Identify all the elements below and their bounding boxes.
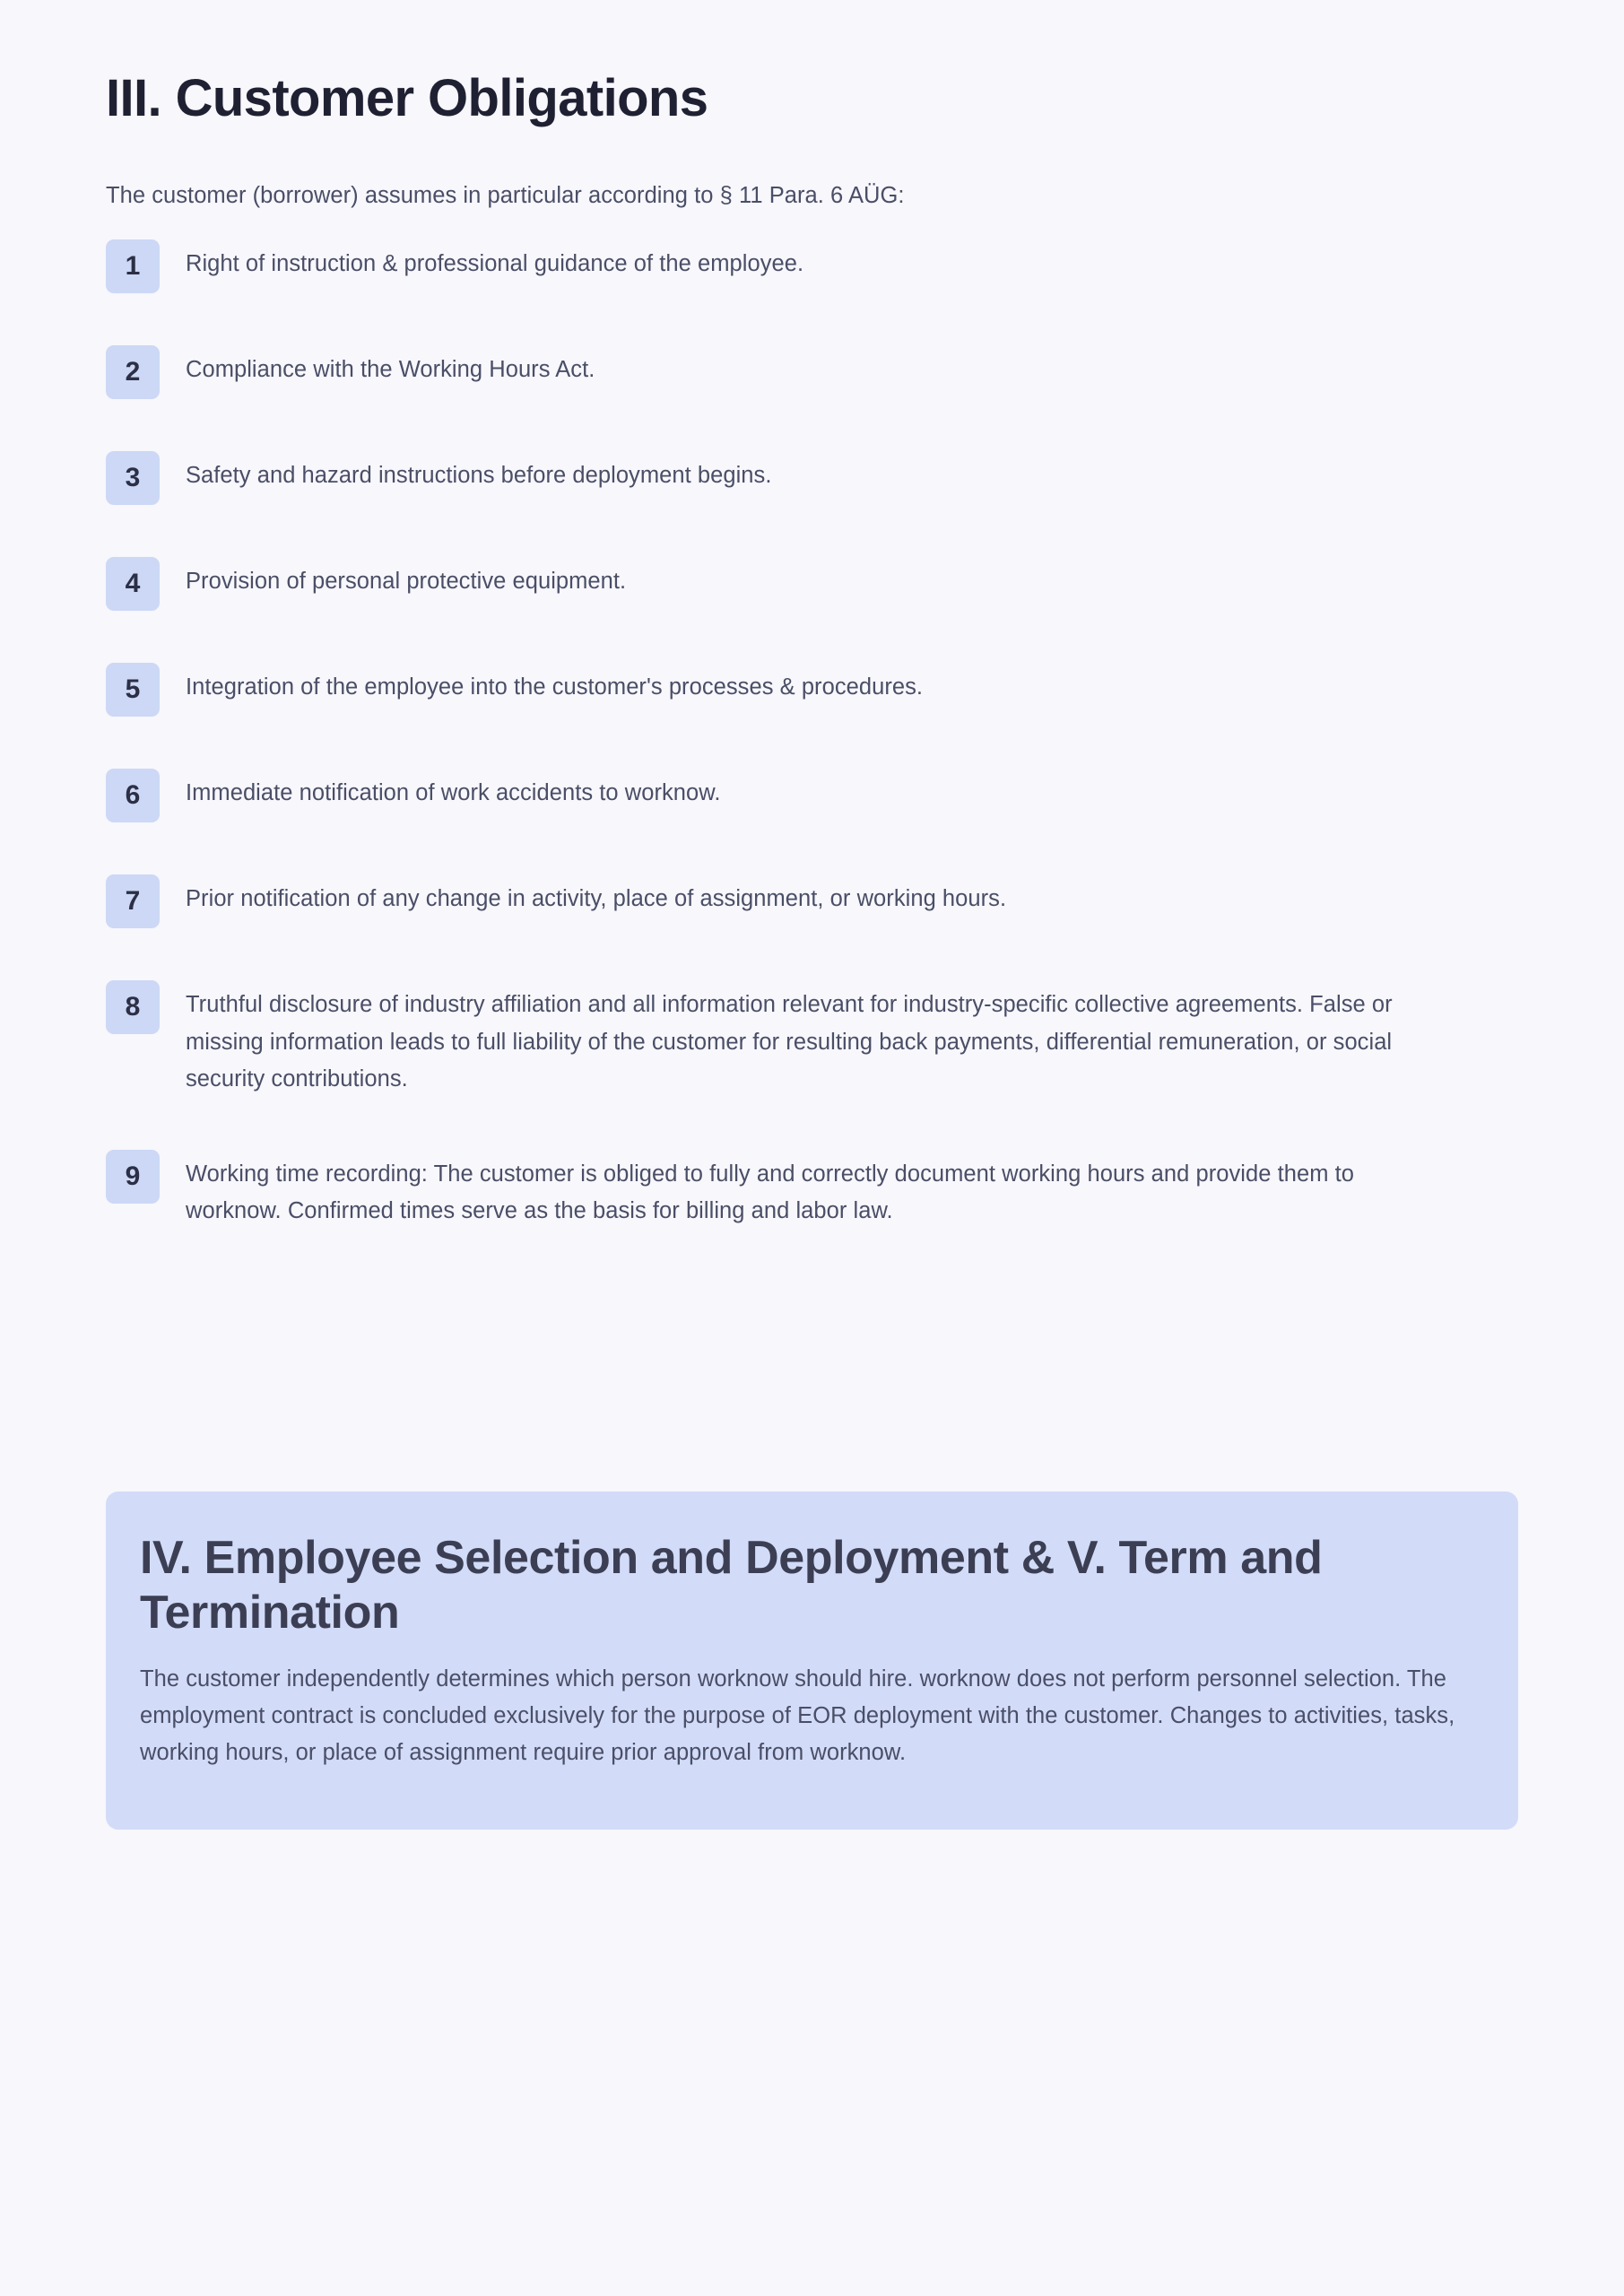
list-item-text: Provision of personal protective equipment. [186, 569, 627, 595]
callout-body-text: The customer independently determines which person worknow should hire. worknow does not perform personnel selection. The employment contract is concluded exclusively for the purpose of EOR deployment with the customer. Changes to activities, tasks, working hours, or place of assignment require prior approval from worknow. [140, 1665, 1455, 1766]
item-number-badge: 8 [106, 980, 160, 1034]
list-item [106, 243, 1518, 293]
item-number-badge: 4 [106, 557, 160, 611]
list-item [106, 349, 1518, 399]
list-item-text: Working time recording: The customer is obliged to fully and correctly document working hours and provide them to worknow. Confirmed times serve as the basis for billing and labor law. [186, 1161, 1354, 1224]
item-number-badge: 2 [106, 345, 160, 399]
item-number-badge: 1 [106, 239, 160, 293]
item-number-badge: 9 [106, 1150, 160, 1204]
page-title: III. Customer Obligations [106, 69, 708, 127]
callout-box [106, 1492, 1518, 1830]
list-item-text: Compliance with the Working Hours Act. [186, 357, 595, 383]
list-item-text: Integration of the employee into the customer's processes & procedures. [186, 674, 924, 700]
list-item [106, 878, 1518, 928]
list-item [106, 1153, 1518, 1231]
item-number-badge: 7 [106, 874, 160, 928]
list-item [106, 561, 1518, 611]
list-item [106, 772, 1518, 822]
list-item [106, 455, 1518, 505]
list-item-text: Prior notification of any change in activity, place of assignment, or working hours. [186, 886, 1007, 912]
list-item-text: Right of instruction & professional guidance of the employee. [186, 251, 804, 277]
list-item-text: Truthful disclosure of industry affiliation and all information relevant for industry-specific collective agreements. False or missing information leads to full liability of the customer for resulting back payments, differential remuneration, or social security contributions. [186, 992, 1393, 1091]
item-number-badge: 3 [106, 451, 160, 505]
list-item [106, 666, 1518, 717]
list-item-text: Safety and hazard instructions before deployment begins. [186, 463, 772, 489]
list-item [106, 984, 1518, 1098]
item-number-badge: 5 [106, 663, 160, 717]
callout-title: IV. Employee Selection and Deployment & V. Term and Termination [140, 1532, 1323, 1639]
customer-obligations-list [106, 213, 1518, 1230]
item-number-badge: 6 [106, 769, 160, 822]
section-intro-text: The customer (borrower) assumes in particular according to § 11 Para. 6 AÜG: [106, 182, 905, 208]
list-item-text: Immediate notification of work accidents to worknow. [186, 780, 721, 806]
